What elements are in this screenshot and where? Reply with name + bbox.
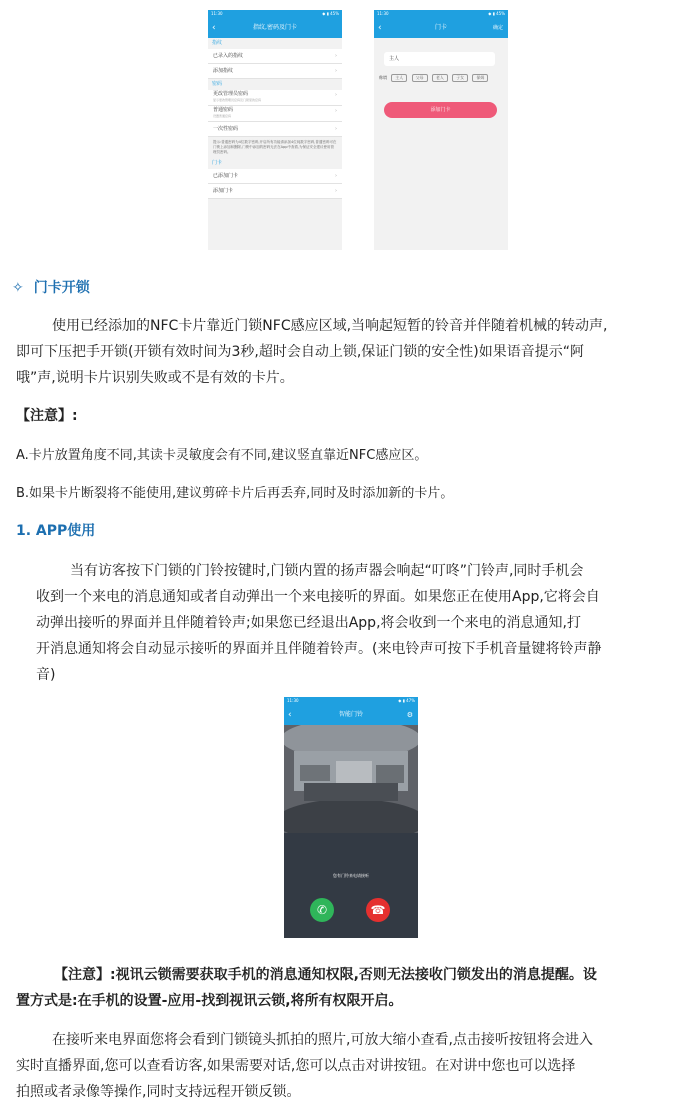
status-bar: 11:30 ◆ ▮ 45% — [374, 10, 508, 18]
note-a: A.卡片放置角度不同,其读卡灵敏度会有不同,建议竖直靠近NFC感应区。 — [16, 448, 428, 463]
call-screen-paragraph: 在接听来电界面您将会看到门锁镜头抓拍的照片,可放大缩小查看,点击接听按钮将会进入 实时直播界面,您可以查看访客,如果需要对话,您可以点击对讲按钮。在对讲中您也可以选择 拍照或者录像等操作,同时支持远程开锁反锁。 — [16, 1032, 593, 1100]
permission-notice: 【注意】:视讯云锁需要获取手机的消息通知权限,否则无法接收门锁发出的消息提醒。设 置方式是:在手机的设置-应用-找到视讯云锁,将所有权限开启。 — [16, 967, 597, 1009]
section-heading-card: ✧ 门卡开锁 — [12, 280, 90, 296]
page-title: 智能门铃 — [338, 711, 363, 718]
page-title: 门卡 — [434, 24, 447, 31]
nav-bar — [208, 18, 342, 38]
list-item-onetime-password[interactable]: 一次性密码 › — [208, 122, 342, 137]
section-label-card: 门卡 — [212, 160, 223, 166]
screenshot-fingerprint-settings — [208, 10, 342, 250]
tag-option[interactable]: 老人 — [432, 74, 448, 82]
list-item-change-admin-password[interactable]: 更改管理员密码 显示更改管理员密码及门锁里的密码 › — [208, 90, 342, 106]
app-usage-paragraph: 当有访客按下门锁的门铃按键时,门锁内置的扬声器会响起“叮咚”门铃声,同时手机会 收到一个来电的消息通知或者自动弹出一个来电接听的界面。如果您正在使用App,它将会自 动弹出接听的界面并且伴随着铃声;如果您已经退出App,将会收到一个来电的消息通知,打 开消息通知将会自动显示接听的界面并且伴随着铃声。(来电铃声可按下手机音量键将铃声静 音) — [36, 563, 602, 683]
incoming-call-hint: 您有门铃来电请接听 — [333, 873, 369, 878]
note-b: B.如果卡片断裂将不能使用,建议剪碎卡片后再丢弃,同时及时添加新的卡片。 — [16, 486, 454, 501]
chevron-left-icon[interactable]: ‹ — [378, 23, 382, 33]
section-label-password: 密码 — [212, 81, 223, 87]
chevron-right-icon: › — [335, 173, 337, 179]
nav-bar — [374, 18, 508, 38]
phone-accept-icon[interactable]: ✆ — [310, 898, 334, 922]
chevron-left-icon[interactable]: ‹ — [288, 710, 292, 720]
nav-bar — [284, 705, 418, 725]
chevron-right-icon: › — [335, 92, 337, 98]
phone-hangup-icon[interactable]: ☎ — [366, 898, 390, 922]
status-bar: 11:30 ◆ ▮ 47% — [284, 697, 418, 705]
password-note: 提示:普通密码为4位数字密码,开启所有功能请添加4位纯数字密码,普通密码可在门锁上添加和删除,门锁中添加的密码无法在App中查看,为保证安全建议使用管理员密码。 — [213, 140, 337, 154]
tag-option[interactable]: 主人 — [391, 74, 407, 82]
list-item-add-fingerprint[interactable]: 添加指纹 › — [208, 64, 342, 79]
list-item-added-card[interactable]: 已添加门卡 › — [208, 169, 342, 184]
card-name-input[interactable]: 主人 — [384, 52, 495, 66]
tag-option[interactable]: 保姆 — [472, 74, 488, 82]
gear-icon[interactable]: ⚙ — [406, 711, 413, 719]
status-bar: 11:30 ◆ ▮ 45% — [208, 10, 342, 18]
list-item-normal-password[interactable]: 普通密码 设置普通密码 › — [208, 106, 342, 122]
sparkle-icon: ✧ — [12, 280, 24, 296]
tag-row: 称谓 主人 父母 老人 子女 保姆 — [379, 74, 508, 82]
chevron-right-icon: › — [335, 53, 337, 59]
chevron-right-icon: › — [335, 68, 337, 74]
screenshot-doorbell-call — [284, 697, 418, 938]
list-item-entered-fingerprint[interactable]: 已录入的指纹 › — [208, 49, 342, 64]
confirm-button[interactable]: 确定 — [492, 25, 503, 31]
list-item-add-card[interactable]: 添加门卡 › — [208, 184, 342, 199]
chevron-right-icon: › — [335, 188, 337, 194]
card-unlock-paragraph: 使用已经添加的NFC卡片靠近门锁NFC感应区域,当响起短暂的铃音并伴随着机械的转动声, 即可下压把手开锁(开锁有效时间为3秒,超时会自动上锁,保证门锁的安全性)如果语音提示“阿 哦”声,说明卡片识别失败或不是有效的卡片。 — [16, 318, 608, 386]
add-card-button[interactable]: 添加门卡 — [384, 102, 497, 118]
chevron-left-icon[interactable]: ‹ — [212, 23, 216, 33]
tag-option[interactable]: 子女 — [452, 74, 468, 82]
camera-snapshot[interactable] — [284, 725, 418, 833]
section-label-fingerprint: 指纹 — [212, 40, 223, 46]
office-scene-image — [284, 725, 418, 833]
chevron-right-icon: › — [335, 108, 337, 114]
chevron-right-icon: › — [335, 126, 337, 132]
page-title: 指纹,密码及门卡 — [253, 24, 297, 31]
tag-option[interactable]: 父母 — [412, 74, 428, 82]
section-heading-app: 1. APP使用 — [16, 523, 96, 539]
note-label: 【注意】: — [16, 408, 78, 424]
screenshot-add-card — [374, 10, 508, 250]
